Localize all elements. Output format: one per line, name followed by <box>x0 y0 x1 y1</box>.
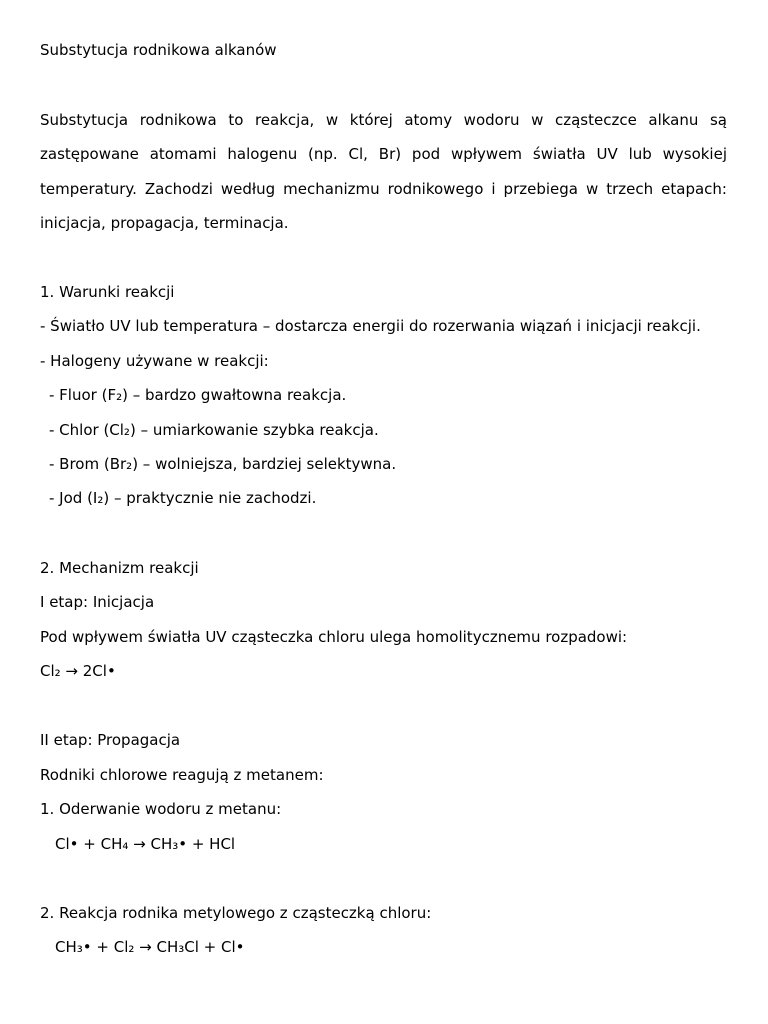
stage2-step2-title: 2. Reakcja rodnika metylowego z cząsteczką chloru: <box>40 904 432 922</box>
halogen-item-chlor: - Chlor (Cl₂) – umiarkowanie szybka reakcja. <box>49 421 379 439</box>
stage2-step1-equation: Cl• + CH₄ → CH₃• + HCl <box>55 835 236 853</box>
stage1-title: I etap: Inicjacja <box>40 593 155 611</box>
section1-heading: 1. Warunki reakcji <box>40 283 175 301</box>
intro-line-2: zastępowane atomami halogenu (np. Cl, Br) pod wpływem światła UV lub wysokiej <box>40 145 727 163</box>
intro-line-4: inicjacja, propagacja, terminacja. <box>40 214 289 232</box>
stage1-description: Pod wpływem światła UV cząsteczka chloru ulega homolitycznemu rozpadowi: <box>40 628 628 646</box>
halogen-item-jod: - Jod (I₂) – praktycznie nie zachodzi. <box>49 489 317 507</box>
document-title: Substytucja rodnikowa alkanów <box>40 41 277 59</box>
halogen-item-fluor: - Fluor (F₂) – bardzo gwałtowna reakcja. <box>49 386 347 404</box>
conditions-item: - Światło UV lub temperatura – dostarcza energii do rozerwania wiązań i inicjacji reakcji. <box>40 317 701 335</box>
intro-line-1: Substytucja rodnikowa to reakcja, w której atomy wodoru w cząsteczce alkanu są <box>40 111 727 129</box>
stage2-title: II etap: Propagacja <box>40 731 181 749</box>
section2-heading: 2. Mechanizm reakcji <box>40 559 199 577</box>
stage2-description: Rodniki chlorowe reagują z metanem: <box>40 766 324 784</box>
stage1-equation: Cl₂ → 2Cl• <box>40 662 116 680</box>
intro-line-3: temperatury. Zachodzi według mechanizmu rodnikowego i przebiega w trzech etapach: <box>40 180 727 198</box>
halogens-intro: - Halogeny używane w reakcji: <box>40 352 269 370</box>
stage2-step2-equation: CH₃• + Cl₂ → CH₃Cl + Cl• <box>55 938 245 956</box>
stage2-step1-title: 1. Oderwanie wodoru z metanu: <box>40 800 282 818</box>
halogen-item-brom: - Brom (Br₂) – wolniejsza, bardziej selektywna. <box>49 455 397 473</box>
